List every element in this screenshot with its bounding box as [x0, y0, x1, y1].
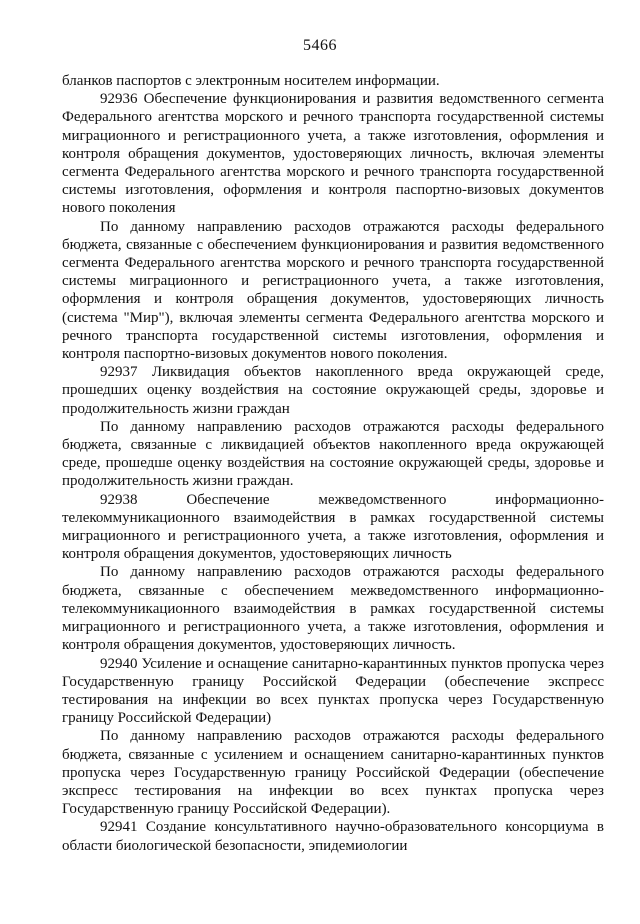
paragraph-92938-heading: 92938 Обеспечение межведомственного информационно-телекоммуникационного взаимодействия в рамках государственной системы миграционного и регистрационного учета, а также изготовления, оформления и контроля обращения документов, удостоверяющих личность: [62, 491, 604, 563]
paragraph-92937-description: По данному направлению расходов отражаются расходы федерального бюджета, связанные с ликвидацией объектов накопленного вреда окружающей среде, прошедше оценку воздействия на состояние окружающей среды, здоровье и продолжительность жизни граждан.: [62, 418, 604, 490]
paragraph-92938-description: По данному направлению расходов отражаются расходы федерального бюджета, связанные с обеспечением межведомственного информационно-телекоммуникационного взаимодействия в рамках государственной системы миграционного и регистрационного учета, а также изготовления, оформления и контроля обращения документов, удостоверяющих личность.: [62, 564, 604, 654]
paragraph-92936-heading: 92936 Обеспечение функционирования и развития ведомственного сегмента Федерального агентства морского и речного транспорта государственной системы миграционного и регистрационного учета, а также изготовления, оформления и контроля обращения документов, удостоверяющих личность, включая элементы сегмента Федерального агентства морского и речного транспорта государственной системы изготовления, оформления и контроля паспортно-визовых документов нового поколения: [62, 91, 604, 217]
paragraph-92941-heading: 92941 Создание консультативного научно-образовательного консорциума в области биологической безопасности, эпидемиологии: [62, 819, 604, 854]
paragraph-92937-heading: 92937 Ликвидация объектов накопленного вреда окружающей среде, прошедших оценку воздействия на состояние окружающей среды, здоровье и продолжительность жизни граждан: [62, 364, 604, 417]
paragraph-92936-description: По данному направлению расходов отражаются расходы федерального бюджета, связанные с обеспечением функционирования и развития ведомственного сегмента Федерального агентства морского и речного транспорта государственной системы миграционного и регистрационного учета, а также изготовления, оформления и контроля обращения документов, удостоверяющих личность (система "Мир"), включая элементы сегмента Федерального агентства морского и речного транспорта государственной системы изготовления, оформления и контроля паспортно-визовых документов нового поколения.: [62, 218, 604, 363]
document-body: [62, 72, 604, 855]
paragraph-92940-description: По данному направлению расходов отражаются расходы федерального бюджета, связанные с усилением и оснащением санитарно-карантинных пунктов пропуска через Государственную границу Российской Федерации (обеспечение экспресс тестирования на инфекции во всех пунктах пропуска через Государственную границу Российской Федерации).: [62, 728, 604, 818]
page-number: 5466: [303, 37, 337, 54]
paragraph-92940-heading: 92940 Усиление и оснащение санитарно-карантинных пунктов пропуска через Государственную границу Российской Федерации (обеспечение экспресс тестирования на инфекции во всех пунктах пропуска через Государственную границу Российской Федерации): [62, 655, 604, 727]
paragraph-continuation: бланков паспортов с электронным носителем информации.: [62, 73, 440, 89]
